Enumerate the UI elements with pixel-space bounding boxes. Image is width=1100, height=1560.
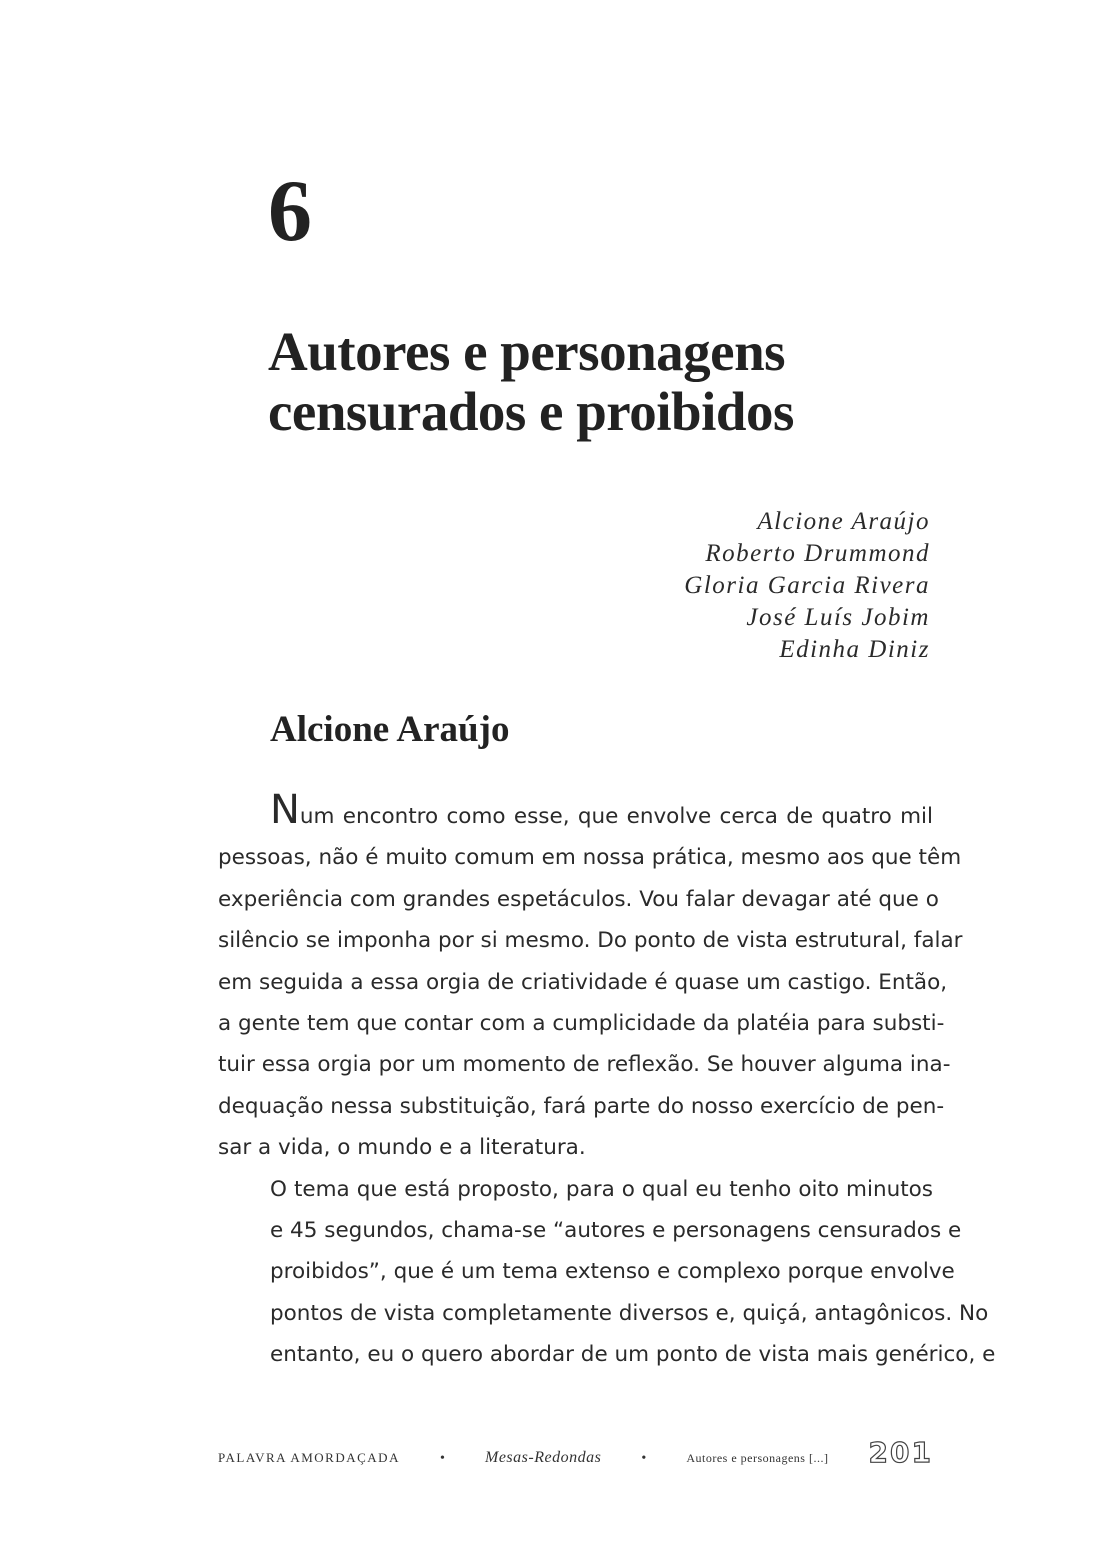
footer-chapter-title: Autores e personagens [...]	[686, 1451, 829, 1465]
author-name: Alcione Araújo	[757, 508, 930, 535]
page-number: 201	[868, 1436, 933, 1469]
text-line: dequação nessa substituição, fará parte do nosso exercício de pen-	[218, 1093, 945, 1119]
author-list	[684, 506, 930, 666]
footer-bullet: •	[440, 1451, 445, 1466]
text-line: experiência com grandes espetáculos. Vou falar devagar até que o	[218, 886, 939, 912]
chapter-title-line-2: censurados e proibidos	[268, 381, 794, 442]
text-line: tuir essa orgia por um momento de reflexão. Se houver alguma ina-	[218, 1052, 951, 1078]
text-line: O tema que está proposto, para o qual eu tenho oito minutos	[270, 1176, 933, 1202]
paragraph-2	[218, 1169, 996, 1376]
text-line: silêncio se imponha por si mesmo. Do ponto de vista estrutural, falar	[218, 928, 963, 954]
author-name: José Luís Jobim	[746, 604, 930, 631]
author-name: Roberto Drummond	[705, 540, 930, 567]
text-line: pessoas, não é muito comum em nossa prática, mesmo aos que têm	[218, 845, 962, 871]
drop-cap: N	[270, 787, 300, 833]
chapter-title	[268, 322, 968, 442]
text-line: proibidos”, que é um tema extenso e complexo porque envolve	[270, 1259, 955, 1285]
chapter-title-line-1: Autores e personagens	[268, 321, 786, 382]
text-line: a gente tem que contar com a cumplicidade da platéia para substi-	[218, 1011, 945, 1037]
footer-series-title: Mesas-Redondas	[485, 1449, 602, 1466]
author-name: Edinha Diniz	[779, 636, 930, 663]
text-line-content: um encontro como esse, que envolve cerca de quatro mil	[299, 804, 933, 829]
text-line: em seguida a essa orgia de criatividade é quase um castigo. Então,	[218, 969, 948, 995]
author-name: Gloria Garcia Rivera	[684, 572, 930, 599]
paragraph-1	[218, 787, 963, 1169]
text-line: entanto, eu o quero abordar de um ponto de vista mais genérico, e	[270, 1342, 996, 1368]
footer-book-title: PALAVRA AMORDAÇADA	[218, 1450, 400, 1465]
page-footer	[218, 1436, 933, 1469]
section-heading: Alcione Araújo	[270, 709, 510, 750]
text-line: sar a vida, o mundo e a literatura.	[218, 1135, 586, 1161]
text-line: pontos de vista completamente diversos e, quiçá, antagônicos. No	[270, 1300, 989, 1326]
chapter-number: 6	[268, 163, 312, 260]
text-line	[218, 787, 933, 837]
text-line: e 45 segundos, chama-se “autores e personagens censurados e	[270, 1218, 962, 1244]
body-text	[218, 787, 996, 1376]
footer-bullet: •	[641, 1451, 647, 1466]
